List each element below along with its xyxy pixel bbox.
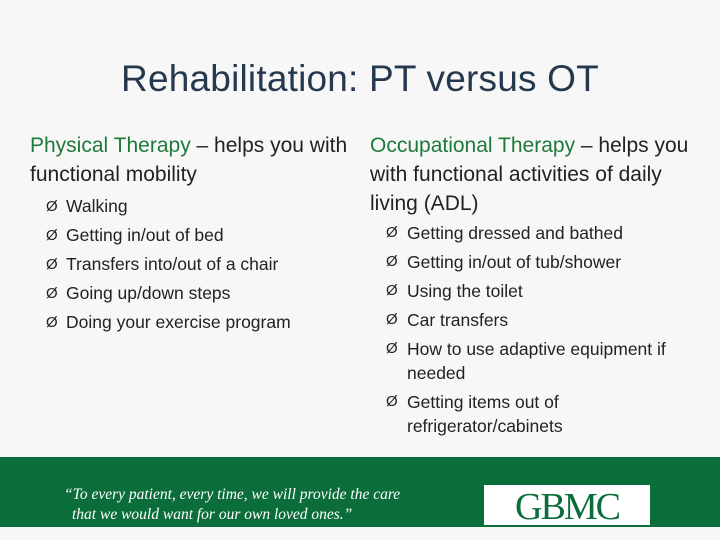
list-item [370, 390, 705, 438]
list-item-text: Car transfers [407, 310, 509, 330]
list-item [370, 221, 705, 245]
list-item-text: Walking [66, 196, 128, 216]
bottom-strip [0, 527, 720, 540]
slide-title: Rehabilitation: PT versus OT [121, 58, 599, 99]
arrow-bullet-icon: Ø [46, 285, 58, 302]
arrow-bullet-icon: Ø [386, 253, 398, 270]
occupational-therapy-column [370, 131, 705, 443]
list-item [370, 308, 705, 332]
occupational-therapy-heading [370, 131, 705, 218]
mission-quote-line-1: “To every patient, every time, we will provide the care [64, 486, 401, 503]
list-item-text: Using the toilet [407, 281, 523, 301]
list-item-text: Getting items out of refrigerator/cabinets [407, 392, 563, 436]
arrow-bullet-icon: Ø [46, 227, 58, 244]
mission-quote [64, 485, 444, 525]
gbmc-logo-text: GBMC [515, 486, 619, 525]
list-item-text: How to use adaptive equipment if needed [407, 339, 666, 383]
occupational-therapy-list [370, 221, 705, 438]
list-item-text: Getting in/out of bed [66, 225, 224, 245]
list-item [370, 337, 705, 385]
physical-therapy-description: – helps you with functional mobility [30, 134, 348, 186]
arrow-bullet-icon: Ø [386, 393, 398, 410]
list-item [370, 250, 705, 274]
list-item [30, 221, 360, 250]
physical-therapy-list [30, 192, 360, 337]
list-item [30, 250, 360, 279]
occupational-therapy-description: – helps you with functional activities of daily living (ADL) [370, 134, 689, 215]
physical-therapy-label: Physical Therapy [30, 134, 191, 157]
list-item-text: Getting dressed and bathed [407, 223, 623, 243]
list-item-text: Transfers into/out of a chair [66, 254, 279, 274]
arrow-bullet-icon: Ø [46, 256, 58, 273]
gbmc-logo [484, 485, 650, 525]
arrow-bullet-icon: Ø [386, 224, 398, 241]
physical-therapy-column [30, 131, 360, 337]
list-item [30, 192, 360, 221]
list-item-text: Going up/down steps [66, 283, 231, 303]
list-item-text: Doing your exercise program [66, 312, 291, 332]
arrow-bullet-icon: Ø [386, 282, 398, 299]
list-item [370, 279, 705, 303]
list-item [30, 279, 360, 308]
list-item [30, 308, 360, 337]
footer-banner [0, 457, 720, 527]
list-item-text: Getting in/out of tub/shower [407, 252, 622, 272]
arrow-bullet-icon: Ø [46, 198, 58, 215]
occupational-therapy-label: Occupational Therapy [370, 134, 576, 157]
physical-therapy-heading [30, 131, 360, 189]
arrow-bullet-icon: Ø [386, 340, 398, 357]
arrow-bullet-icon: Ø [386, 311, 398, 328]
arrow-bullet-icon: Ø [46, 314, 58, 331]
mission-quote-line-2: that we would want for our own loved ones.” [72, 506, 353, 523]
